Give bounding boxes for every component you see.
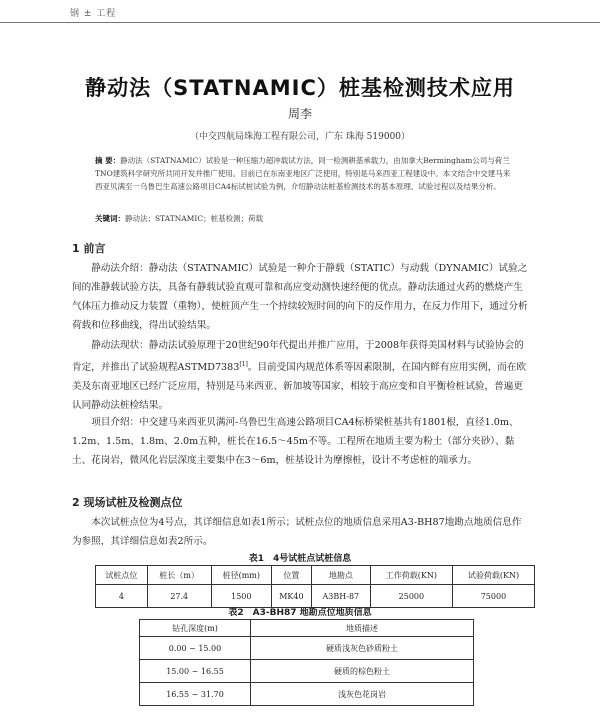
keywords (95, 213, 515, 224)
table-cell: 浅灰色花岗岩 (251, 683, 474, 706)
table-header-cell: 地质描述 (251, 620, 474, 637)
table-cell: 1500 (211, 585, 271, 608)
section-2-heading: 2 现场试桩及检测点位 (72, 496, 183, 509)
table-1-caption: 表1 4号试桩点试桩信息 (248, 554, 352, 564)
table-cell: MK40 (271, 585, 311, 608)
section-2-paragraph-1: 本次试桩点位为4号点，其详细信息如表1所示；试桩点位的地质信息采用A3-BH87地勘点地质信息作为参照，其详细信息如表2所示。 (72, 517, 522, 547)
section-1-heading: 1 前言 (72, 242, 106, 255)
table-row (140, 637, 474, 660)
table-cell: 硬质浅灰色砂质粉土 (251, 637, 474, 660)
abstract-text: 静动法（STATNAMIC）试验是一种压缩力超冲载试方法，同一检测耕基承载力，由加拿大Bermingham公司与荷兰TNO建筑科学研究所共同开发并推广使用。目前已在东南亚地区广泛使用，特别是马来西亚工程建设中。本文结合中交建马来西亚贝满至一乌鲁巴生高速公路项目CA4标试桩试验为例，介绍静动法桩基检测技术的基本原理、试验过程以及结果分析。 (95, 156, 511, 191)
keywords-label: 关键词： (95, 214, 125, 223)
section-1-paragraph-1: 静动法介绍：静动法（STATNAMIC）试验是一种介于静载（STATIC）与动载（DYNAMIC）试验之间的准静载试验方法，具备有静载试验直观可靠和高应变动测快速经便的优点。静动法通过火药的燃烧产生气体压力推动反力装置（重物），使桩顶产生一个持续较短时间的向下的反作用力，在反力作用下，通过分析荷载和位移曲线，得出试验结果。 (72, 263, 528, 331)
table-header-cell: 钻孔深度(m) (140, 620, 251, 637)
keywords-text: 静动法；STATNAMIC；桩基检测；荷载 (125, 214, 264, 223)
running-header: 钢 ± 工程 (70, 9, 117, 19)
table-cell: 15.00 ~ 16.55 (140, 660, 251, 683)
table-header-cell: 地勘点 (311, 566, 370, 585)
paper-affiliation: （中交四航局珠海工程有限公司，广东 珠海 519000） (189, 132, 411, 142)
paragraph-2-text-b: 。目前受国内规范体系等因素限制，在国内鲜有应用实例，而在欧美及东南亚地区已经广泛应用，特别是马来西亚、新加坡等国家，相较于高应变和自平衡检桩试验，普遍更认同静动法桩检结果。 (72, 362, 527, 412)
table-header-row (140, 620, 474, 637)
table-cell: A3BH-87 (311, 585, 370, 608)
table-header-cell: 桩长（m） (147, 566, 211, 585)
header-divider (0, 22, 600, 23)
paper-title: 静动法（STATNAMIC）桩基检测技术应用 (85, 76, 515, 100)
paper-author: 周李 (287, 107, 312, 121)
table-header-row (96, 566, 535, 585)
table-header-cell: 试桩点位 (96, 566, 148, 585)
table-row (140, 660, 474, 683)
section-1-paragraph-2 (72, 336, 530, 415)
table-2 (139, 619, 474, 706)
table-header-cell: 位置 (271, 566, 311, 585)
table-cell: 4 (96, 585, 148, 608)
section-1-paragraph-3: 项目介绍：中交建马来西亚贝满河-乌鲁巴生高速公路项目CA4标桥梁桩基共有1801根，直径1.0m、1.2m、1.5m、1.8m、2.0m五种，桩长在16.5～45m不等。工程所在地质主要为粉土（部分夹砂）、黏土、花岗岩，微风化岩层深度主要集中在3～6m，桩基设计为摩擦桩，设计不考虑桩的端承力。 (72, 417, 519, 466)
table-cell: 硬质的棕色粉土 (251, 660, 474, 683)
table-header-cell: 桩径(mm) (211, 566, 271, 585)
table-2-caption: 表2 A3-BH87 地勘点位地质信息 (228, 608, 372, 618)
table-cell: 75000 (452, 585, 534, 608)
table-cell: 27.4 (147, 585, 211, 608)
table-row (140, 683, 474, 706)
table-cell: 25000 (370, 585, 452, 608)
table-header-cell: 工作荷载(KN) (370, 566, 452, 585)
table-cell: 16.55 ~ 31.70 (140, 683, 251, 706)
abstract-label: 摘 要： (95, 156, 121, 165)
table-header-cell: 试验荷载(KN) (452, 566, 534, 585)
paragraph-2-text-a: 静动法现状：静动法试验原理于20世纪90年代提出并推广应用，于2008年获得美国材料与试验协会的肯定，并推出了试验规程ASTMD7383 (72, 340, 524, 374)
abstract (95, 154, 515, 193)
citation-ref: [1] (239, 361, 248, 368)
table-cell: 0.00 ~ 15.00 (140, 637, 251, 660)
table-1 (95, 565, 535, 608)
